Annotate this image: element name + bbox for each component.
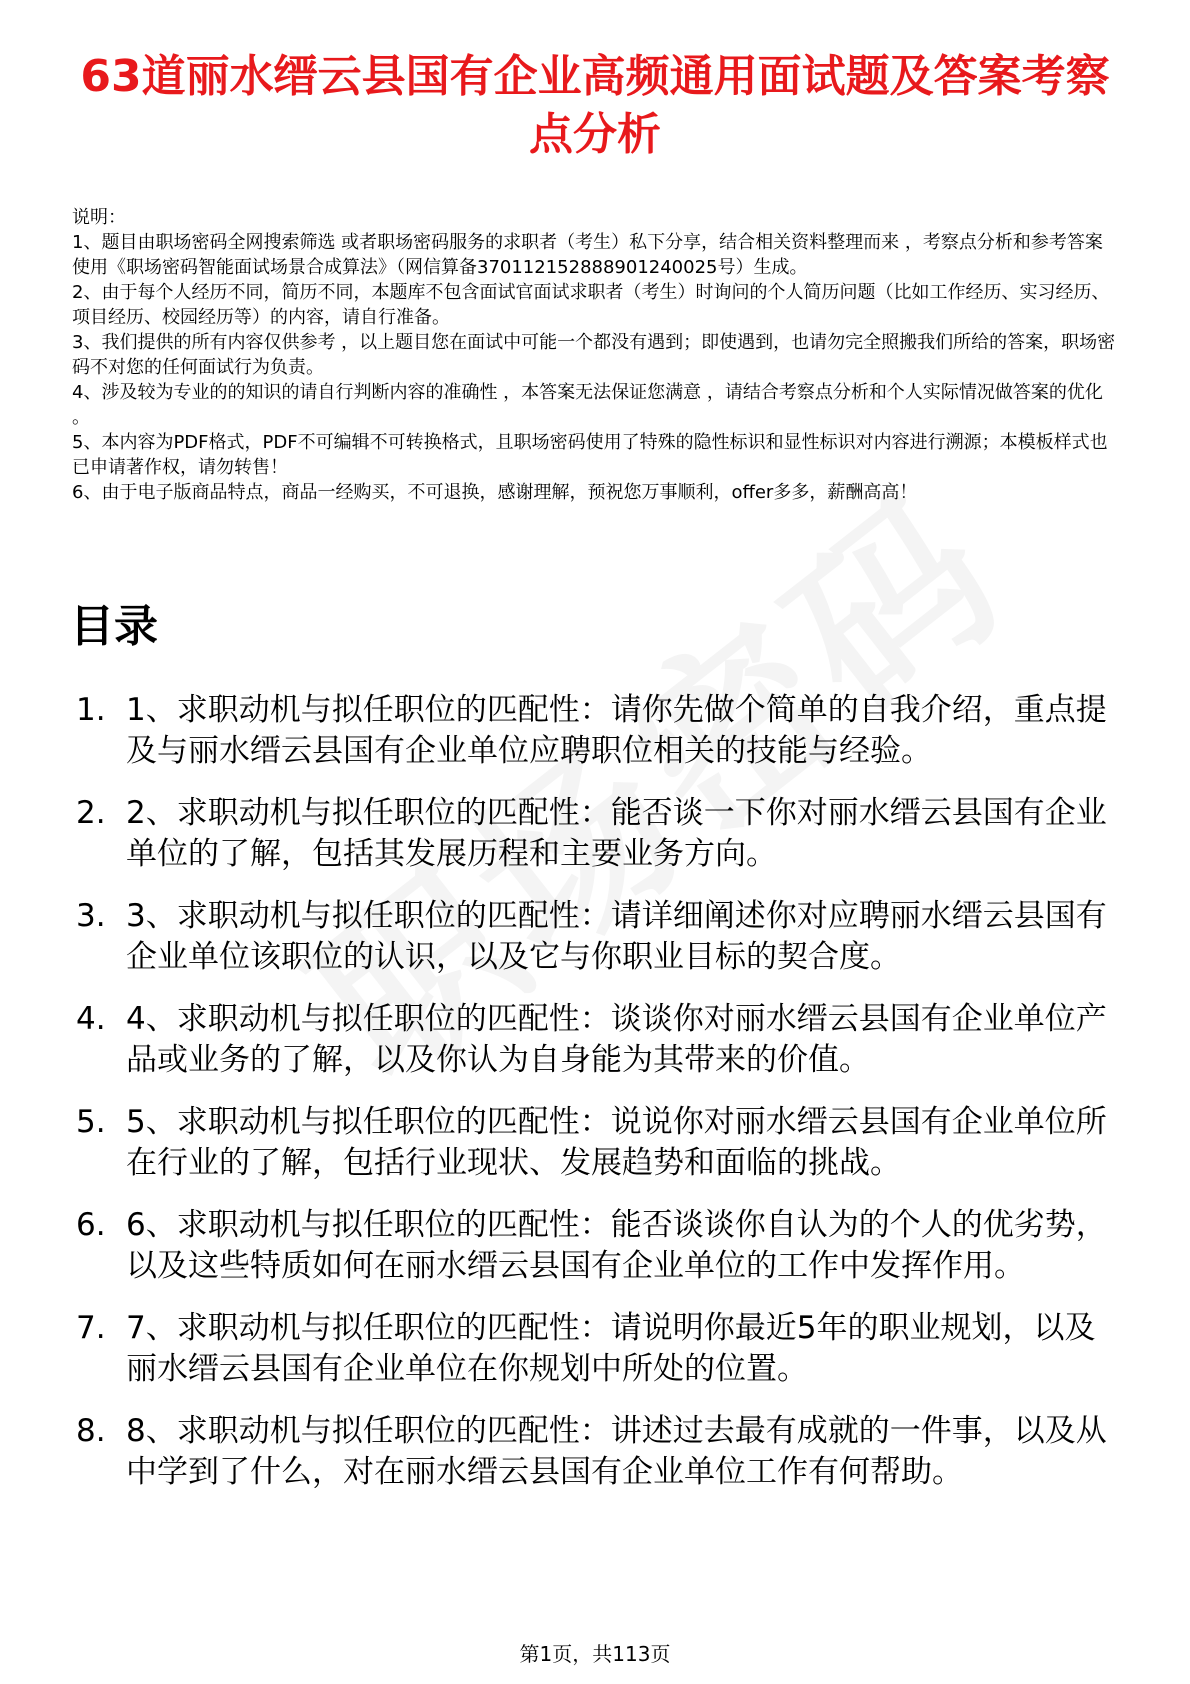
toc-item[interactable] [76,1102,1126,1184]
note-item: 3、我们提供的所有内容仅供参考 ，以上题目您在面试中可能一个都没有遇到；即使遇到，也请勿完全照搬我们所给的答案，职场密码不对您的任何面试行为负责。 [72,332,1116,378]
toc-item-number: 2. [76,795,106,831]
toc-item-text[interactable]: 1、求职动机与拟任职位的匹配性：请你先做个简单的自我介绍，重点提及与丽水缙云县国有企业单位应聘职位相关的技能与经验。 [126,692,1107,769]
toc-item[interactable] [76,896,1126,978]
toc-item-number: 7. [76,1310,106,1346]
toc-item-text[interactable]: 7、求职动机与拟任职位的匹配性：请说明你最近5年的职业规划，以及丽水缙云县国有企业单位在你规划中所处的位置。 [126,1310,1096,1387]
toc-item-number: 1. [76,692,106,728]
notes-heading: 说明： [72,207,126,228]
toc-item-number: 6. [76,1207,106,1243]
toc-item-number: 3. [76,898,106,934]
toc-item-text[interactable]: 5、求职动机与拟任职位的匹配性：说说你对丽水缙云县国有企业单位所在行业的了解，包括行业现状、发展趋势和面临的挑战。 [126,1104,1107,1181]
note-item: 4、涉及较为专业的的知识的请自行判断内容的准确性 ，本答案无法保证您满意 ，请结合考察点分析和个人实际情况做答案的优化 。 [72,382,1103,428]
toc-item[interactable] [76,999,1126,1081]
toc-item-text[interactable]: 8、求职动机与拟任职位的匹配性：讲述过去最有成就的一件事，以及从中学到了什么，对在丽水缙云县国有企业单位工作有何帮助。 [126,1413,1107,1490]
toc-item-text[interactable]: 4、求职动机与拟任职位的匹配性：谈谈你对丽水缙云县国有企业单位产品或业务的了解，以及你认为自身能为其带来的价值。 [126,1001,1107,1078]
note-item: 6、由于电子版商品特点，商品一经购买，不可退换，感谢理解，预祝您万事顺利，offer多多，薪酬高高！ [72,482,918,503]
note-item: 5、本内容为PDF格式，PDF不可编辑不可转换格式，且职场密码使用了特殊的隐性标识和显性标识对内容进行溯源；本模板样式也已申请著作权，请勿转售！ [72,432,1108,478]
note-item: 2、由于每个人经历不同，简历不同，本题库不包含面试官面试求职者（考生）时询问的个人简历问题（比如工作经历、实习经历、项目经历、校园经历等）的内容，请自行准备。 [72,282,1110,328]
toc-item[interactable] [76,1308,1126,1390]
toc-item[interactable] [76,1411,1126,1493]
toc-item-number: 5. [76,1104,106,1140]
toc-item-text[interactable]: 6、求职动机与拟任职位的匹配性：能否谈谈你自认为的个人的优劣势，以及这些特质如何在丽水缙云县国有企业单位的工作中发挥作用。 [126,1207,1107,1284]
toc-heading: 目录 [70,601,158,652]
toc-item[interactable] [76,690,1126,772]
toc-item-number: 8. [76,1413,106,1449]
toc-item[interactable] [76,1205,1126,1287]
toc-item-text[interactable]: 2、求职动机与拟任职位的匹配性：能否谈一下你对丽水缙云县国有企业单位的了解，包括其发展历程和主要业务方向。 [126,795,1107,872]
page-footer: 第1页，共113页 [519,1642,671,1666]
document-title: 63道丽水缙云县国有企业高频通用面试题及答案考察点分析 [80,51,1110,160]
note-item: 1、题目由职场密码全网搜索筛选 或者职场密码服务的求职者（考生）私下分享，结合相关资料整理而来 ，考察点分析和参考答案使用《职场密码智能面试场景合成算法》（网信算备370112152888901240025号）生成。 [72,232,1103,278]
notes-section [72,205,1120,505]
toc-item-text[interactable]: 3、求职动机与拟任职位的匹配性：请详细阐述你对应聘丽水缙云县国有企业单位该职位的认识，以及它与你职业目标的契合度。 [126,898,1107,975]
toc-item-number: 4. [76,1001,106,1037]
toc-item[interactable] [76,793,1126,875]
toc-list [76,690,1126,1514]
